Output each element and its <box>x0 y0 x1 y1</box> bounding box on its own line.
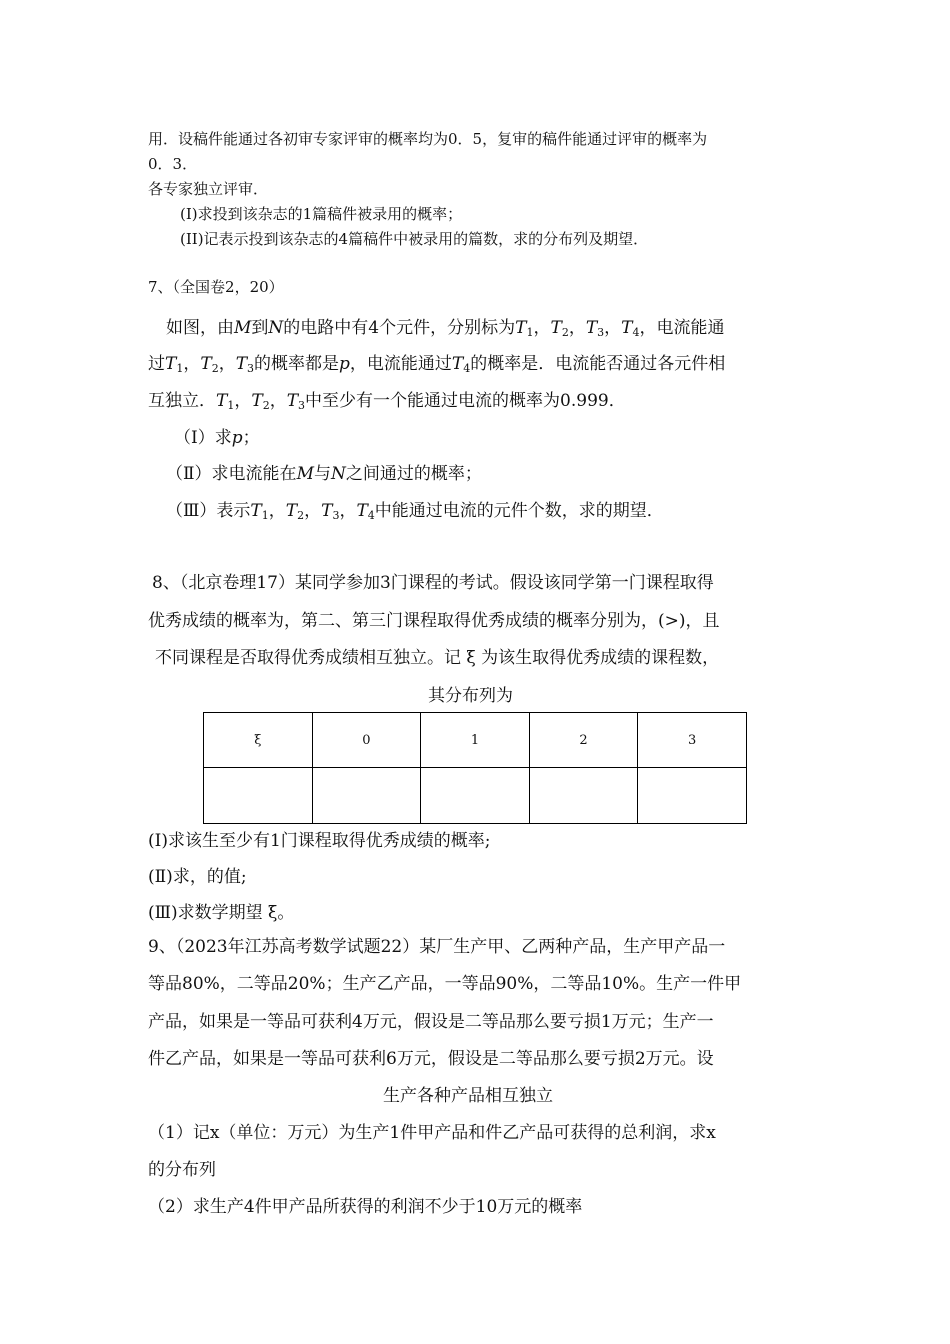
table-row <box>204 768 747 824</box>
p9-line-1: 9、（2023年江苏高考数学试题22）某厂生产甲、乙两种产品，生产甲产品一 <box>148 937 726 957</box>
table-cell <box>204 768 313 824</box>
p7-header: 7、（全国卷2，20） <box>148 278 284 296</box>
distribution-table <box>203 712 747 824</box>
p9-line-2: 等品80%，二等品20%；生产乙产品，一等品90%，二等品10%。生产一件甲 <box>148 974 742 994</box>
table-cell <box>312 768 421 824</box>
p6-line-1: 用．设稿件能通过各初审专家评审的概率均为0．5，复审的稿件能通过评审的概率为 <box>148 130 708 148</box>
table-cell <box>529 768 638 824</box>
p8-line-2: 优秀成绩的概率为，第二、第三门课程取得优秀成绩的概率分别为，(>)，且 <box>148 611 720 631</box>
table-header-cell: 1 <box>421 713 530 768</box>
p8-line-4: 其分布列为 <box>428 686 513 706</box>
p7-line-2: 过$T_1$，$T_2$，$T_3$的概率都是p，电流能通过$T_4$的概率是．电流能否通过各元件相 <box>148 354 726 375</box>
p7-question-3: （Ⅲ）表示$T_1$，$T_2$，$T_3$，$T_4$中能通过电流的元件个数，求的期望． <box>166 501 664 522</box>
p8-question-2: (Ⅱ)求，的值; <box>148 867 247 887</box>
p9-line-5: 生产各种产品相互独立 <box>383 1086 553 1106</box>
p8-question-3: (Ⅲ)求数学期望 ξ。 <box>148 903 295 923</box>
table-header-row <box>204 713 747 768</box>
p7-question-2: （Ⅱ）求电流能在M与N之间通过的概率； <box>166 464 482 484</box>
p9-line-4: 件乙产品，如果是一等品可获利6万元，假设是二等品那么要亏损2万元。设 <box>148 1049 714 1069</box>
p8-line-1: 8、（北京卷理17）某同学参加3门课程的考试。假设该同学第一门课程取得 <box>152 573 714 593</box>
p6-line-2: 0．3． <box>148 155 198 173</box>
p6-question-1: (I)求投到该杂志的1篇稿件被录用的概率； <box>180 205 463 223</box>
p9-question-1-cont: 的分布列 <box>148 1160 216 1180</box>
p9-line-3: 产品，如果是一等品可获利4万元，假设是二等品那么要亏损1万元；生产一 <box>148 1012 714 1032</box>
p9-question-1: （1）记x（单位：万元）为生产1件甲产品和件乙产品可获得的总利润，求x <box>148 1123 716 1143</box>
p9-question-2: （2）求生产4件甲产品所获得的利润不少于10万元的概率 <box>148 1197 583 1217</box>
table-header-cell: ξ <box>204 713 313 768</box>
p8-question-1: (Ⅰ)求该生至少有1门课程取得优秀成绩的概率; <box>148 831 491 851</box>
table-header-cell: 3 <box>638 713 747 768</box>
p7-question-1: （Ⅰ）求p； <box>174 428 260 448</box>
p6-question-2: (II)记表示投到该杂志的4篇稿件中被录用的篇数，求的分布列及期望． <box>180 230 649 248</box>
table-cell <box>638 768 747 824</box>
table-header-cell: 2 <box>529 713 638 768</box>
p7-line-3: 互独立．$T_1$，$T_2$，$T_3$中至少有一个能通过电流的概率为0.999． <box>148 391 626 412</box>
p6-line-3: 各专家独立评审． <box>148 180 269 198</box>
table-cell <box>421 768 530 824</box>
table-header-cell: 0 <box>312 713 421 768</box>
p7-line-1: 如图，由M到N的电路中有4个元件，分别标为$T_1$，$T_2$，$T_3$，$T_4$，电流能通 <box>166 318 725 339</box>
p8-line-3: 不同课程是否取得优秀成绩相互独立。记 ξ 为该生取得优秀成绩的课程数， <box>155 648 720 668</box>
